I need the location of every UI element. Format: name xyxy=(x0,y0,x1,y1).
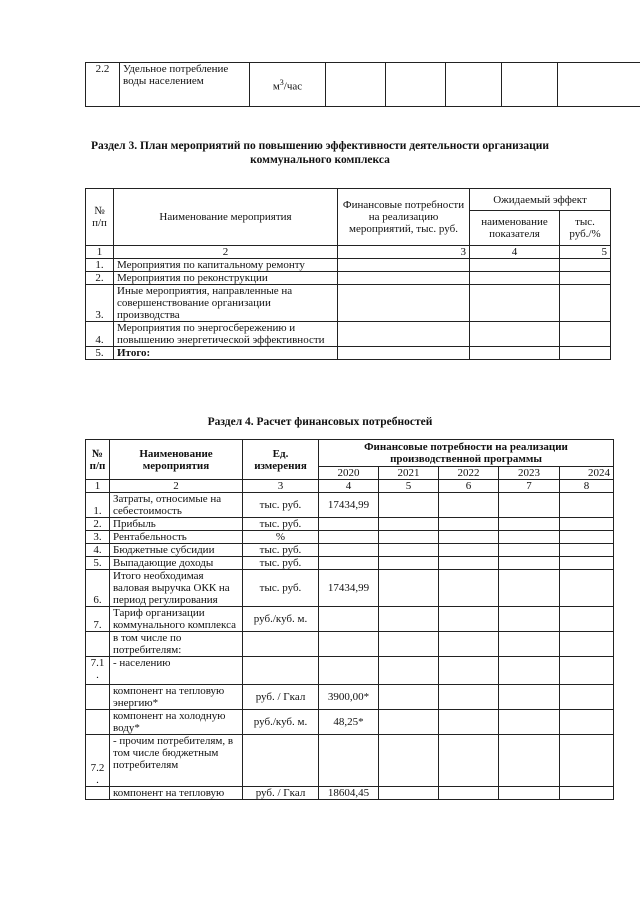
section4-title: Раздел 4. Расчет финансовых потребностей xyxy=(207,416,433,428)
row-unit: $м^3$/час xyxy=(250,63,326,107)
row-name: Удельное потребление воды населением xyxy=(120,63,250,107)
header-finance: Финансовые потребности на реализации производственной программы xyxy=(319,440,614,467)
table-row: 3. Иные мероприятия, направленные на совершенствование организации производства xyxy=(86,285,611,322)
header-year: 2021 xyxy=(379,467,439,480)
header-effect: Ожидаемый эффект xyxy=(470,189,611,211)
header-year: 2023 xyxy=(499,467,560,480)
table-row: 6. Итого необходимая валовая выручка ОКК на период регулирования тыс. руб. 17434,99 xyxy=(86,570,614,607)
table-row: 1. Затраты, относимые на себестоимость тыс. руб. 17434,99 xyxy=(86,493,614,518)
header-effect-name: наименование показателя xyxy=(470,211,560,246)
row-num: 2.2 xyxy=(86,63,120,107)
header-year: 2022 xyxy=(439,467,499,480)
header-year: 2024 xyxy=(560,467,614,480)
table-row: 2. Прибыль тыс. руб. xyxy=(86,518,614,531)
section3-title: Раздел 3. План мероприятий по повышению эффективности деятельности организации коммунального комплекса xyxy=(91,140,549,166)
section3-table xyxy=(85,188,611,360)
table-row: 7.1 . - населению xyxy=(86,657,614,685)
header-year: 2020 xyxy=(319,467,379,480)
table-row: в том числе по потребителям: xyxy=(86,632,614,657)
table-row: 7.2 . - прочим потребителям, в том числе бюджетным потребителям xyxy=(86,735,614,787)
section4-table xyxy=(85,439,614,800)
table-row: 7. Тариф организации коммунального комплекса руб./куб. м. xyxy=(86,607,614,632)
header-finance: Финансовые потребности на реализацию мероприятий, тыс. руб. xyxy=(338,189,470,246)
header-num: № п/п xyxy=(86,189,114,246)
table-row: 2. Мероприятия по реконструкции xyxy=(86,272,611,285)
header-unit: Ед. измерения xyxy=(243,440,319,480)
table-row: компонент на тепловую энергию* руб. / Гкал 3900,00* xyxy=(86,685,614,710)
table-row: 4. Бюджетные субсидии тыс. руб. xyxy=(86,544,614,557)
table-row: 1. Мероприятия по капитальному ремонту xyxy=(86,259,611,272)
header-num: № п/п xyxy=(86,440,110,480)
table-row: 4. Мероприятия по энергосбережению и повышению энергетической эффективности xyxy=(86,322,611,347)
header-effect-value: тыс. руб./% xyxy=(560,211,611,246)
table-row: компонент на холодную воду* руб./куб. м. 48,25* xyxy=(86,710,614,735)
table-row: компонент на тепловую руб. / Гкал 18604,45 xyxy=(86,787,614,800)
header-name: Наименование мероприятия xyxy=(110,440,243,480)
table-row: 3. Рентабельность % xyxy=(86,531,614,544)
column-numbers-row: 1 2 3 4 5 xyxy=(86,246,611,259)
table-row: 5. Выпадающие доходы тыс. руб. xyxy=(86,557,614,570)
header-name: Наименование мероприятия xyxy=(114,189,338,246)
column-numbers-row: 1 2 3 4 5 6 7 8 xyxy=(86,480,614,493)
table-row-total: 5. Итого: xyxy=(86,347,611,360)
table-top-fragment xyxy=(85,62,640,107)
